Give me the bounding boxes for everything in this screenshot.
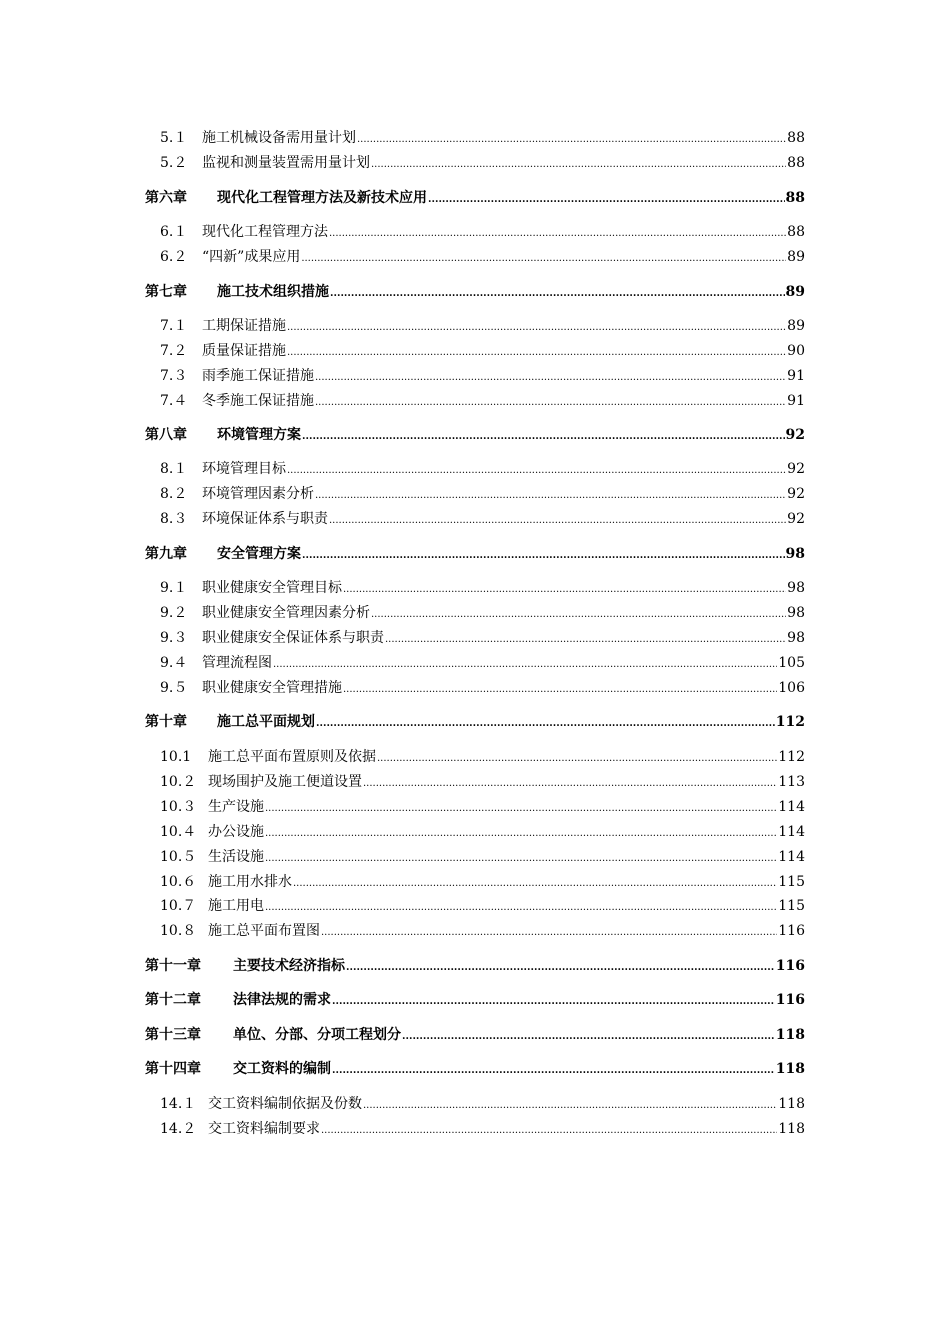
toc-entry-title: 职业健康安全管理措施 — [202, 680, 342, 696]
toc-entry-page-number: 90 — [787, 343, 805, 359]
toc-entry-title: 环境管理因素分析 — [202, 486, 314, 502]
toc-entry-title: 生产设施 — [208, 799, 264, 815]
toc-entry-number: 7.３ — [160, 368, 188, 384]
toc-entry-title: 监视和测量装置需用量计划 — [202, 155, 370, 171]
toc-section-entry[interactable] — [160, 578, 805, 598]
dot-leader — [402, 1025, 775, 1047]
toc-entry-number: 8.１ — [160, 461, 188, 477]
toc-entry-page-number: 92 — [785, 427, 805, 443]
toc-entry-title: 职业健康安全管理目标 — [202, 580, 342, 596]
toc-entry-title: 办公设施 — [208, 824, 264, 840]
dot-leader — [332, 990, 775, 1012]
toc-chapter-entry[interactable] — [145, 1059, 805, 1079]
dot-leader — [332, 1059, 775, 1081]
dot-leader — [302, 544, 785, 566]
toc-entry-number: 第九章 — [145, 546, 187, 562]
toc-entry-title: 工期保证措施 — [202, 318, 286, 334]
toc-entry-page-number: 91 — [787, 393, 805, 409]
toc-entry-title: 现代化工程管理方法及新技术应用 — [217, 190, 427, 206]
toc-entry-title: 施工用水排水 — [208, 874, 292, 890]
toc-chapter-entry[interactable] — [145, 544, 805, 564]
dot-leader — [329, 509, 786, 531]
dot-leader — [287, 459, 786, 481]
toc-section-entry[interactable] — [160, 222, 805, 242]
toc-entry-title: 安全管理方案 — [217, 546, 301, 562]
toc-entry-page-number: 118 — [778, 1121, 805, 1137]
dot-leader — [315, 366, 786, 388]
dot-leader — [371, 153, 786, 175]
toc-section-entry[interactable] — [160, 1119, 805, 1139]
dot-leader — [330, 282, 785, 304]
toc-entry-title: 施工总平面布置原则及依据 — [208, 749, 376, 765]
toc-entry-title: 环境管理方案 — [217, 427, 301, 443]
toc-entry-title: 施工用电 — [208, 898, 264, 914]
toc-entry-page-number: 118 — [778, 1096, 805, 1112]
toc-section-entry[interactable] — [160, 896, 805, 916]
toc-section-entry[interactable] — [160, 847, 805, 867]
toc-entry-number: 第十一章 — [145, 958, 201, 974]
toc-entry-page-number: 116 — [775, 992, 805, 1008]
toc-entry-number: 9.４ — [160, 655, 188, 671]
dot-leader — [315, 484, 786, 506]
toc-entry-number: 14.１ — [160, 1096, 197, 1112]
toc-section-entry[interactable] — [160, 603, 805, 623]
toc-section-entry[interactable] — [160, 153, 805, 173]
toc-entry-title: 现代化工程管理方法 — [202, 224, 328, 240]
toc-section-entry[interactable] — [160, 459, 805, 479]
toc-entry-title: 职业健康安全管理因素分析 — [202, 605, 370, 621]
toc-entry-page-number: 91 — [787, 368, 805, 384]
toc-entry-page-number: 114 — [778, 824, 805, 840]
toc-section-entry[interactable] — [160, 366, 805, 386]
toc-section-entry[interactable] — [160, 509, 805, 529]
toc-entry-page-number: 113 — [778, 774, 805, 790]
toc-entry-number: 9.３ — [160, 630, 188, 646]
toc-section-entry[interactable] — [160, 128, 805, 148]
toc-chapter-entry[interactable] — [145, 956, 805, 976]
toc-entry-title: 冬季施工保证措施 — [202, 393, 314, 409]
toc-entry-title: “四新”成果应用 — [202, 249, 301, 265]
dot-leader — [265, 847, 777, 869]
toc-entry-title: 交工资料编制要求 — [208, 1121, 320, 1137]
toc-entry-page-number: 112 — [778, 749, 805, 765]
toc-entry-number: 第十三章 — [145, 1027, 201, 1043]
dot-leader — [301, 247, 786, 269]
toc-entry-number: 10.３ — [160, 799, 197, 815]
dot-leader — [316, 712, 775, 734]
toc-entry-page-number: 116 — [778, 923, 805, 939]
toc-entry-number: 10.６ — [160, 874, 197, 890]
toc-entry-title: 职业健康安全保证体系与职责 — [202, 630, 384, 646]
toc-section-entry[interactable] — [160, 797, 805, 817]
toc-entry-page-number: 115 — [778, 898, 805, 914]
dot-leader — [343, 678, 777, 700]
toc-entry-title: 交工资料编制依据及份数 — [208, 1096, 362, 1112]
dot-leader — [363, 1094, 777, 1116]
toc-chapter-entry[interactable] — [145, 282, 805, 302]
toc-entry-number: 9.１ — [160, 580, 188, 596]
toc-entry-page-number: 92 — [787, 511, 805, 527]
toc-entry-title: 生活设施 — [208, 849, 264, 865]
dot-leader — [377, 747, 777, 769]
toc-entry-number: 9.２ — [160, 605, 188, 621]
dot-leader — [346, 956, 775, 978]
toc-section-entry[interactable] — [160, 747, 805, 767]
toc-entry-title: 单位、分部、分项工程划分 — [233, 1027, 401, 1043]
dot-leader — [329, 222, 786, 244]
toc-entry-title: 交工资料的编制 — [233, 1061, 331, 1077]
toc-entry-number: 9.５ — [160, 680, 188, 696]
toc-entry-number: 7.４ — [160, 393, 188, 409]
toc-entry-title: 雨季施工保证措施 — [202, 368, 314, 384]
toc-entry-number: 第八章 — [145, 427, 187, 443]
dot-leader — [428, 188, 785, 210]
toc-entry-title: 法律法规的需求 — [233, 992, 331, 1008]
toc-entry-page-number: 89 — [787, 318, 805, 334]
toc-entry-page-number: 114 — [778, 799, 805, 815]
toc-entry-page-number: 89 — [787, 249, 805, 265]
toc-entry-page-number: 116 — [775, 958, 805, 974]
dot-leader — [321, 1119, 777, 1141]
toc-chapter-entry[interactable] — [145, 425, 805, 445]
toc-section-entry[interactable] — [160, 316, 805, 336]
toc-entry-page-number: 118 — [775, 1027, 805, 1043]
dot-leader — [287, 341, 786, 363]
toc-entry-number: 8.２ — [160, 486, 188, 502]
toc-entry-number: 10.1 — [160, 749, 192, 765]
toc-entry-number: 10.４ — [160, 824, 197, 840]
toc-entry-number: 5.１ — [160, 130, 188, 146]
toc-entry-page-number: 88 — [787, 130, 805, 146]
toc-section-entry[interactable] — [160, 822, 805, 842]
toc-entry-number: 10.７ — [160, 898, 197, 914]
toc-entry-number: 第七章 — [145, 284, 187, 300]
toc-entry-number: 10.５ — [160, 849, 197, 865]
toc-section-entry[interactable] — [160, 921, 805, 941]
toc-section-entry[interactable] — [160, 341, 805, 361]
toc-entry-page-number: 118 — [775, 1061, 805, 1077]
dot-leader — [385, 628, 786, 650]
toc-entry-page-number: 88 — [785, 190, 805, 206]
toc-entry-number: 7.２ — [160, 343, 188, 359]
toc-entry-number: 14.２ — [160, 1121, 197, 1137]
toc-entry-page-number: 112 — [775, 714, 805, 730]
toc-section-entry[interactable] — [160, 391, 805, 411]
toc-entry-title: 管理流程图 — [202, 655, 272, 671]
toc-entry-page-number: 92 — [787, 461, 805, 477]
toc-entry-number: 第六章 — [145, 190, 187, 206]
toc-entry-title: 施工机械设备需用量计划 — [202, 130, 356, 146]
dot-leader — [357, 128, 786, 150]
toc-entry-number: 10.２ — [160, 774, 197, 790]
toc-entry-title: 现场围护及施工便道设置 — [208, 774, 362, 790]
dot-leader — [287, 316, 786, 338]
toc-section-entry[interactable] — [160, 872, 805, 892]
toc-chapter-entry[interactable] — [145, 990, 805, 1010]
toc-entry-title: 施工总平面布置图 — [208, 923, 320, 939]
toc-entry-number: 8.３ — [160, 511, 188, 527]
dot-leader — [265, 896, 777, 918]
toc-chapter-entry[interactable] — [145, 1025, 805, 1045]
toc-entry-page-number: 98 — [787, 580, 805, 596]
toc-entry-number: 第十四章 — [145, 1061, 201, 1077]
dot-leader — [273, 653, 777, 675]
toc-section-entry[interactable] — [160, 678, 805, 698]
toc-entry-number: 10.８ — [160, 923, 197, 939]
toc-section-entry[interactable] — [160, 1094, 805, 1114]
toc-entry-number: 第十二章 — [145, 992, 201, 1008]
toc-entry-page-number: 98 — [787, 630, 805, 646]
toc-entry-page-number: 88 — [787, 155, 805, 171]
toc-entry-title: 主要技术经济指标 — [233, 958, 345, 974]
toc-entry-title: 施工总平面规划 — [217, 714, 315, 730]
toc-chapter-entry[interactable] — [145, 188, 805, 208]
toc-entry-title: 环境管理目标 — [202, 461, 286, 477]
toc-entry-title: 环境保证体系与职责 — [202, 511, 328, 527]
toc-entry-title: 质量保证措施 — [202, 343, 286, 359]
toc-entry-page-number: 106 — [778, 680, 805, 696]
dot-leader — [265, 822, 777, 844]
toc-entry-number: 6.２ — [160, 249, 188, 265]
toc-section-entry[interactable] — [160, 772, 805, 792]
toc-entry-page-number: 89 — [785, 284, 805, 300]
toc-entry-page-number: 92 — [787, 486, 805, 502]
toc-entry-number: 6.１ — [160, 224, 188, 240]
toc-entry-page-number: 98 — [787, 605, 805, 621]
toc-entry-number: 7.１ — [160, 318, 188, 334]
dot-leader — [265, 797, 777, 819]
dot-leader — [371, 603, 786, 625]
toc-entry-page-number: 88 — [787, 224, 805, 240]
dot-leader — [302, 425, 785, 447]
toc-section-entry[interactable] — [160, 653, 805, 673]
toc-entry-page-number: 98 — [785, 546, 805, 562]
toc-entry-page-number: 115 — [778, 874, 805, 890]
toc-entry-title: 施工技术组织措施 — [217, 284, 329, 300]
dot-leader — [293, 872, 777, 894]
toc-section-entry[interactable] — [160, 484, 805, 504]
toc-section-entry[interactable] — [160, 628, 805, 648]
toc-entry-page-number: 114 — [778, 849, 805, 865]
toc-entry-number: 5.２ — [160, 155, 188, 171]
dot-leader — [363, 772, 777, 794]
toc-section-entry[interactable] — [160, 247, 805, 267]
dot-leader — [343, 578, 786, 600]
dot-leader — [321, 921, 777, 943]
toc-entry-page-number: 105 — [778, 655, 805, 671]
toc-entry-number: 第十章 — [145, 714, 187, 730]
dot-leader — [315, 391, 786, 413]
toc-chapter-entry[interactable] — [145, 712, 805, 732]
